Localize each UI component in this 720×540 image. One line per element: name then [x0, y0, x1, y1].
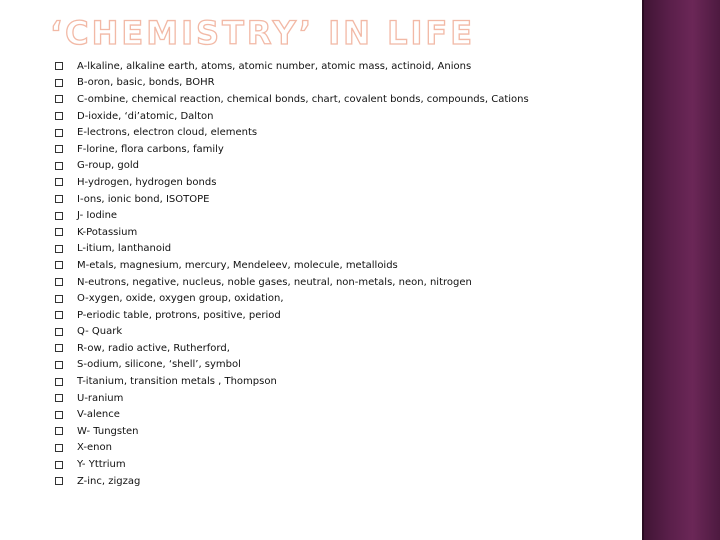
- list-item: [55, 241, 635, 258]
- list-item: [55, 75, 635, 92]
- list-item: [55, 108, 635, 125]
- list-item-text: W- Tungsten: [77, 425, 139, 437]
- list-item-text: K-Potassium: [77, 226, 138, 238]
- square-bullet-icon: [55, 278, 63, 286]
- square-bullet-icon: [55, 129, 63, 137]
- square-bullet-icon: [55, 311, 63, 319]
- square-bullet-icon: [55, 461, 63, 469]
- square-bullet-icon: [55, 162, 63, 170]
- decorative-side-bar: [642, 0, 720, 540]
- list-item: [55, 456, 635, 473]
- list-item-text: C-ombine, chemical reaction, chemical bonds, chart, covalent bonds, compounds, Cations: [77, 93, 529, 105]
- list-item: [55, 191, 635, 208]
- square-bullet-icon: [55, 79, 63, 87]
- square-bullet-icon: [55, 112, 63, 120]
- list-item-text: A-lkaline, alkaline earth, atoms, atomic number, atomic mass, actinoid, Anions: [77, 60, 472, 72]
- list-item-text: E-lectrons, electron cloud, elements: [77, 127, 258, 139]
- list-item: [55, 158, 635, 175]
- square-bullet-icon: [55, 328, 63, 336]
- list-item: [55, 357, 635, 374]
- list-item: [55, 473, 635, 490]
- list-item: [55, 224, 635, 241]
- list-item-text: H-ydrogen, hydrogen bonds: [77, 176, 217, 188]
- list-item: [55, 207, 635, 224]
- list-item-text: M-etals, magnesium, mercury, Mendeleev, molecule, metalloids: [77, 259, 398, 271]
- list-item: [55, 141, 635, 158]
- square-bullet-icon: [55, 477, 63, 485]
- list-item: [55, 406, 635, 423]
- square-bullet-icon: [55, 95, 63, 103]
- list-item-text: B-oron, basic, bonds, BOHR: [77, 77, 215, 89]
- square-bullet-icon: [55, 361, 63, 369]
- square-bullet-icon: [55, 444, 63, 452]
- square-bullet-icon: [55, 411, 63, 419]
- list-item-text: S-odium, silicone, ‘shell’, symbol: [77, 359, 241, 371]
- square-bullet-icon: [55, 212, 63, 220]
- list-item: [55, 257, 635, 274]
- slide-title: ‘CHEMISTRY’ IN LIFE: [50, 14, 476, 52]
- list-item: [55, 174, 635, 191]
- square-bullet-icon: [55, 145, 63, 153]
- list-item: [55, 290, 635, 307]
- list-item-text: U-ranium: [77, 392, 124, 404]
- square-bullet-icon: [55, 62, 63, 70]
- list-item: [55, 340, 635, 357]
- list-item: [55, 91, 635, 108]
- list-item: [55, 274, 635, 291]
- list-item: [55, 124, 635, 141]
- square-bullet-icon: [55, 427, 63, 435]
- alphabet-list: [55, 58, 635, 489]
- list-item-text: D-ioxide, ‘di’atomic, Dalton: [77, 110, 214, 122]
- list-item: [55, 373, 635, 390]
- list-item-text: V-alence: [77, 409, 120, 421]
- list-item: [55, 307, 635, 324]
- square-bullet-icon: [55, 394, 63, 402]
- square-bullet-icon: [55, 378, 63, 386]
- list-item-text: N-eutrons, negative, nucleus, noble gases, neutral, non-metals, neon, nitrogen: [77, 276, 472, 288]
- list-item: [55, 423, 635, 440]
- list-item-text: L-itium, lanthanoid: [77, 243, 172, 255]
- list-item-text: Q- Quark: [77, 326, 123, 338]
- list-item-text: X-enon: [77, 442, 112, 454]
- list-item-text: P-eriodic table, protrons, positive, period: [77, 309, 281, 321]
- list-item-text: I-ons, ionic bond, ISOTOPE: [77, 193, 210, 205]
- list-item-text: Z-inc, zigzag: [77, 475, 141, 487]
- list-item-text: F-lorine, flora carbons, family: [77, 143, 224, 155]
- list-item-text: J- Iodine: [77, 210, 118, 222]
- list-item-text: O-xygen, oxide, oxygen group, oxidation,: [77, 293, 284, 305]
- list-item: [55, 58, 635, 75]
- square-bullet-icon: [55, 228, 63, 236]
- list-item: [55, 324, 635, 341]
- square-bullet-icon: [55, 344, 63, 352]
- list-item-text: R-ow, radio active, Rutherford,: [77, 342, 230, 354]
- square-bullet-icon: [55, 261, 63, 269]
- list-item-text: G-roup, gold: [77, 160, 140, 172]
- square-bullet-icon: [55, 245, 63, 253]
- list-item: [55, 440, 635, 457]
- square-bullet-icon: [55, 178, 63, 186]
- square-bullet-icon: [55, 295, 63, 303]
- list-item-text: Y- Yttrium: [77, 459, 126, 471]
- list-item-text: T-itanium, transition metals , Thompson: [77, 376, 277, 388]
- list-item: [55, 390, 635, 407]
- square-bullet-icon: [55, 195, 63, 203]
